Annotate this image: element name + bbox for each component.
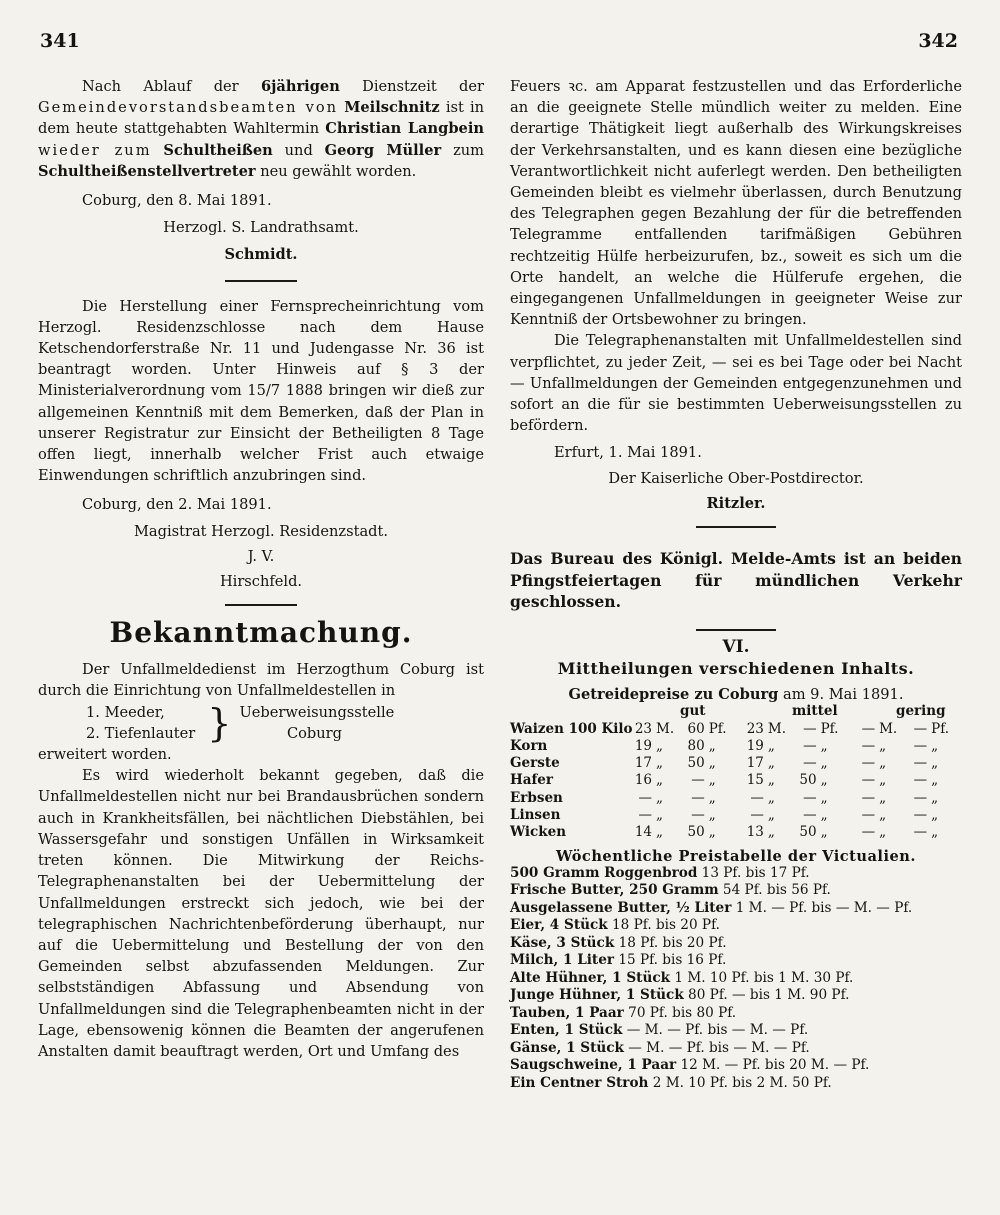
price-unit: „ <box>931 789 939 806</box>
price-unit: „ <box>656 755 663 772</box>
price-value: — <box>803 807 817 824</box>
victual-item: Ausgelassene Butter, ½ Liter <box>510 899 732 916</box>
table-row <box>510 824 962 841</box>
office-title: Schultheißenstellvertreter <box>38 162 256 180</box>
victual-item: Käse, 3 Stück <box>510 934 615 951</box>
telegraph-duties: Die Telegraphenanstalten mit Unfallmeldestellen sind verpflichtet, zu jeder Zeit, — sei es bei Tage oder bei Nacht — Unfallmeldungen der Gemeinden entgegenzunehmen und sofort an die für sie bestimmten Ueberweisungsstellen zu befördern. <box>510 332 962 435</box>
right-column <box>510 76 962 1092</box>
issuing-office: Herzogl. S. Landrathsamt. <box>163 219 359 237</box>
victual-item: Tauben, 1 Paar <box>510 1004 624 1021</box>
price-value: — <box>913 720 928 737</box>
list-item <box>510 935 962 953</box>
text-run-spaced: wieder zum <box>38 141 152 159</box>
price-value: — <box>861 807 876 824</box>
grain-prices-table <box>510 721 962 842</box>
price-unit: „ <box>767 755 775 772</box>
price-unit: „ <box>931 807 939 824</box>
price-unit: „ <box>879 789 887 806</box>
victual-item: Frische Butter, 250 Gramm <box>510 882 719 899</box>
list-item <box>510 1022 962 1040</box>
list-item <box>510 952 962 970</box>
list-target: Ueberweisungsstelle <box>239 703 395 721</box>
price-unit: M. <box>767 720 787 737</box>
list-item: 2. Tiefenlauter <box>86 724 196 742</box>
grain-name: Linsen <box>510 807 561 824</box>
price-unit: „ <box>767 824 775 841</box>
price-unit: „ <box>820 824 828 841</box>
price-value: — <box>638 789 652 806</box>
price-unit: „ <box>708 789 716 806</box>
text-run: Nach Ablauf der <box>82 78 239 95</box>
victuals-title: Wöchentliche Preistabelle der Victualien. <box>556 847 916 865</box>
price-value: — <box>861 789 876 806</box>
victual-price: 54 Pf. bis 56 Pf. <box>718 882 831 899</box>
person-name: Georg Müller <box>324 141 442 159</box>
price-value: — <box>861 737 876 754</box>
table-row <box>510 755 962 772</box>
page-number-right: 342 <box>918 30 958 52</box>
price-unit: „ <box>656 737 663 754</box>
text-line: erweitert worden. <box>38 746 172 764</box>
list-item <box>510 1005 962 1023</box>
price-value: — <box>861 824 876 841</box>
victual-item: Saugschweine, 1 Paar <box>510 1057 677 1074</box>
price-value: 13 <box>746 824 764 841</box>
text-run-bold: 6jährigen <box>260 78 340 95</box>
list-item <box>510 970 962 988</box>
price-value: 23 <box>746 720 764 737</box>
price-value: — <box>861 772 876 789</box>
grain-name: Gerste <box>510 755 560 772</box>
price-unit: „ <box>931 824 939 841</box>
price-unit: „ <box>708 737 716 754</box>
victual-price: 80 Pf. — bis 1 M. 90 Pf. <box>683 987 850 1004</box>
announcement-body: Es wird wiederholt bekannt gegeben, daß die Unfallmeldestellen nicht nur bei Brandausbrüchen sondern auch in Krankheitsfällen, bei nächtlichen Diebstählen, bei Wassersgefahr und sonstigen Unfällen in Wirksamkeit treten können. Die Mitwirkung der Reichs-Telegraphenanstalten bei der Uebermittelung der Unfallmeldungen erstreckt sich jedoch, wie bei der telegraphischen Nachrichtenbeförderung überhaupt, nur auf die Uebermittelung und Bestellung der von den Gemeinden selbst abzufassenden Meldungen. Zur selbstständigen Abfassung und Absendung von Unfallmeldungen sind die Telegraphenbeamten nicht in der Lage, ebensowenig können die Beamten der angerufenen Anstalten damit beauftragt werden, Ort und Umfang des <box>38 767 484 1060</box>
price-unit: „ <box>879 737 887 754</box>
signature: Hirschfeld. <box>219 573 303 591</box>
text-run: ist in dem heute stattgehabten Wahltermin <box>38 99 485 138</box>
list-item <box>510 917 962 935</box>
section-number: VI. <box>722 636 750 657</box>
victuals-price-list <box>510 865 962 1093</box>
issuing-office: Der Kaiserliche Ober-Postdirector. <box>608 469 864 487</box>
list-item: 1. Meeder, <box>86 703 165 721</box>
signature: Ritzler. <box>706 494 766 512</box>
list-item <box>510 900 962 918</box>
price-value: — <box>861 755 876 772</box>
table-row <box>510 721 962 738</box>
victual-item: 500 Gramm Roggenbrod <box>510 864 698 881</box>
victual-price: — M. — Pf. bis — M. — Pf. <box>622 1022 809 1039</box>
victual-price: 2 M. 10 Pf. bis 2 M. 50 Pf. <box>648 1074 832 1091</box>
section-title: Mittheilungen verschiedenen Inhalts. <box>557 658 915 678</box>
table-row <box>510 738 962 755</box>
price-unit: „ <box>820 807 828 824</box>
price-unit: „ <box>767 807 775 824</box>
column-header-gering: gering <box>896 702 946 719</box>
text-run: Dienstzeit der <box>362 78 484 95</box>
table-row <box>510 772 962 789</box>
victual-item: Junge Hühner, 1 Stück <box>510 987 684 1004</box>
brace-icon: } <box>207 700 232 745</box>
divider <box>225 604 297 606</box>
place-name: Meilschnitz <box>344 99 440 117</box>
reporting-stations-list <box>38 702 484 744</box>
table-row <box>510 807 962 824</box>
price-value: — <box>913 789 928 806</box>
office-title: Schultheißen <box>163 141 273 159</box>
price-unit: „ <box>931 755 939 772</box>
election-notice <box>38 76 484 182</box>
price-value: — <box>913 755 928 772</box>
price-unit: „ <box>820 755 828 772</box>
grain-name: Korn <box>510 737 548 754</box>
divider <box>696 526 776 528</box>
price-value: 80 <box>687 737 705 754</box>
price-value: — <box>691 789 705 806</box>
price-value: 50 <box>687 824 705 841</box>
date-line: Coburg, den 2. Mai 1891. <box>82 496 272 514</box>
grain-name: Erbsen <box>510 789 563 806</box>
price-value: — <box>913 807 928 824</box>
text-run: zum <box>453 141 484 159</box>
price-value: — <box>691 807 705 824</box>
price-value: — <box>913 772 928 789</box>
price-unit: „ <box>708 755 716 772</box>
price-unit: „ <box>708 807 716 824</box>
price-unit: „ <box>767 789 775 806</box>
price-value: 50 <box>799 772 817 789</box>
price-value: 14 <box>634 824 652 841</box>
text-run: neu gewählt worden. <box>260 162 417 180</box>
price-unit: „ <box>656 807 663 824</box>
price-value: — <box>750 789 764 806</box>
victual-price: 12 M. — Pf. bis 20 M. — Pf. <box>676 1057 870 1074</box>
price-unit: „ <box>931 737 939 754</box>
price-unit: „ <box>656 789 663 806</box>
price-unit: Pf. <box>708 720 727 737</box>
announcement-continuation: Feuers ꝛc. am Apparat festzustellen und das Erforderliche an die geeignete Stelle mündlich weiter zu melden. Eine derartige Thätigkeit liegt außerhalb des Wirkungskreises der Verkehrsanstalten, und es kann diesen eine bezügliche Verantwortlichkeit nicht auferlegt werden. Den betheiligten Gemeinden bleibt es vielmehr überlassen, durch Benutzung des Telegraphen gegen Bezahlung der für die betreffenden Telegramme entfallenden tarifmäßigen Gebühren rechtzeitig Hülfe herbeizurufen, bz., soweit es sich um die Orte handelt, an welche die Hülferufe ergehen, die eingegangenen Unfallmeldungen in geeigneter Weise zur Kenntniß der Ortsbewohner zu bringen. <box>510 78 962 329</box>
page-number-left: 341 <box>40 30 80 52</box>
victual-item: Alte Hühner, 1 Stück <box>510 969 671 986</box>
price-value: 23 <box>634 720 652 737</box>
text-run-bold: Getreidepreise zu Coburg <box>568 685 779 703</box>
divider <box>696 629 776 631</box>
price-unit: „ <box>656 772 663 789</box>
grain-name: Hafer <box>510 772 554 789</box>
date-line: Coburg, den 8. Mai 1891. <box>82 192 272 210</box>
victual-price: — M. — Pf. bis — M. — Pf. <box>623 1039 810 1056</box>
price-value: 16 <box>634 772 652 789</box>
victual-item: Milch, 1 Liter <box>510 952 615 969</box>
price-unit: M. <box>656 720 675 737</box>
price-value: — <box>803 789 817 806</box>
signature: Schmidt. <box>224 246 298 264</box>
price-unit: „ <box>879 755 887 772</box>
price-value: 19 <box>634 737 652 754</box>
price-unit: „ <box>820 772 828 789</box>
price-unit: „ <box>879 824 887 841</box>
price-value: 15 <box>746 772 764 789</box>
price-unit: „ <box>656 824 663 841</box>
price-value: 60 <box>687 720 705 737</box>
text-run: und <box>284 141 313 159</box>
victual-item: Ein Centner Stroh <box>510 1074 649 1091</box>
price-value: 50 <box>687 755 705 772</box>
announcement-intro: Der Unfallmeldedienst im Herzogthum Coburg ist durch die Einrichtung von Unfallmeldestellen in <box>38 661 484 700</box>
victual-item: Eier, 4 Stück <box>510 917 608 934</box>
left-column <box>38 76 484 1062</box>
price-value: 17 <box>634 755 652 772</box>
price-value: — <box>913 737 928 754</box>
signature-prefix: J. V. <box>247 547 275 565</box>
grain-name: Waizen 100 Kilo <box>510 720 633 737</box>
price-value: 19 <box>746 737 764 754</box>
grain-quality-header <box>510 703 962 721</box>
victual-price: 1 M. — Pf. bis — M. — Pf. <box>731 899 913 916</box>
price-unit: Pf. <box>820 720 839 737</box>
victual-price: 18 Pf. bis 20 Pf. <box>607 917 720 934</box>
column-header-gut: gut <box>680 702 706 719</box>
grain-name: Wicken <box>510 824 567 841</box>
divider <box>225 280 297 282</box>
victual-item: Gänse, 1 Stück <box>510 1039 624 1056</box>
price-value: — <box>913 824 928 841</box>
victual-price: 1 M. 10 Pf. bis 1 M. 30 Pf. <box>670 969 854 986</box>
table-row <box>510 790 962 807</box>
price-unit: „ <box>708 772 716 789</box>
price-value: — <box>803 720 817 737</box>
grain-prices-title <box>510 686 962 703</box>
list-item <box>510 882 962 900</box>
office-closure-notice: Das Bureau des Königl. Melde-Amts ist an beiden Pfingstfeiertagen für mündlichen Verkehr geschlossen. <box>510 549 962 612</box>
list-target: Coburg <box>286 724 342 742</box>
price-unit: „ <box>820 737 828 754</box>
price-unit: „ <box>879 772 887 789</box>
price-unit: Pf. <box>931 720 950 737</box>
date-line: Erfurt, 1. Mai 1891. <box>554 444 702 462</box>
price-value: — <box>691 772 705 789</box>
price-unit: „ <box>708 824 716 841</box>
column-header-mittel: mittel <box>792 702 838 719</box>
price-value: — <box>803 755 817 772</box>
person-name: Christian Langbein <box>325 120 484 138</box>
price-value: — <box>750 807 764 824</box>
victual-price: 18 Pf. bis 20 Pf. <box>614 934 727 951</box>
price-unit: „ <box>767 737 775 754</box>
victual-price: 13 Pf. bis 17 Pf. <box>697 864 810 881</box>
price-unit: „ <box>820 789 828 806</box>
price-value: — <box>861 720 876 737</box>
list-item <box>510 1040 962 1058</box>
text-run: am 9. Mai 1891. <box>783 685 904 703</box>
list-item <box>510 987 962 1005</box>
list-item <box>510 1075 962 1093</box>
victual-item: Enten, 1 Stück <box>510 1022 623 1039</box>
text-run-spaced: Gemeindevorstandsbeamten von <box>38 99 339 117</box>
victual-price: 15 Pf. bis 16 Pf. <box>614 952 727 969</box>
list-item <box>510 865 962 883</box>
announcement-heading: Bekanntmachung. <box>109 616 413 650</box>
price-unit: „ <box>931 772 939 789</box>
telephone-notice: Die Herstellung einer Fernsprecheinrichtung vom Herzogl. Residenzschlosse nach dem Hause Ketschendorferstraße Nr. 11 und Judengasse Nr. 36 ist beantragt worden. Unter Hinweis auf § 3 der Ministerialverordnung vom 15/7 1888 bringen wir dieß zur allgemeinen Kenntniß mit dem Bemerken, daß der Plan in unserer Registratur zur Einsicht der Betheiligten 8 Tage offen liegt, innerhalb welcher Frist auch etwaige Einwendungen schriftlich anzubringen sind. <box>38 297 484 485</box>
price-unit: „ <box>879 807 887 824</box>
price-value: — <box>638 807 652 824</box>
price-value: — <box>803 737 817 754</box>
list-item <box>510 1057 962 1075</box>
price-value: 17 <box>746 755 764 772</box>
price-unit: M. <box>879 720 898 737</box>
issuing-office: Magistrat Herzogl. Residenzstadt. <box>133 522 389 540</box>
price-value: 50 <box>799 824 817 841</box>
price-unit: „ <box>767 772 775 789</box>
victual-price: 70 Pf. bis 80 Pf. <box>623 1004 737 1021</box>
